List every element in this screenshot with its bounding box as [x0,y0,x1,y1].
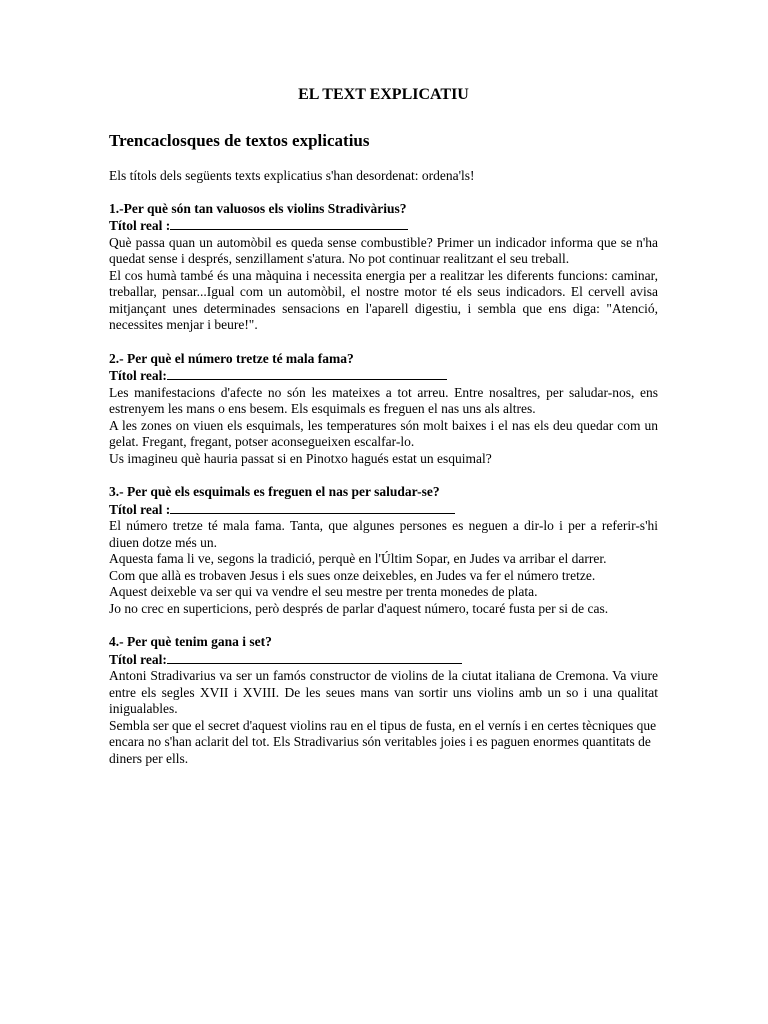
real-title-row [109,651,658,669]
real-title-blank[interactable] [167,367,447,380]
intro-text: Els títols dels següents texts explicatius s'han desordenat: ordena'ls! [109,168,475,183]
real-title-label: Títol real : [109,218,171,233]
real-title-label: Títol real: [109,368,167,383]
section-question: 3.- Per què els esquimals es freguen el nas per saludar-se? [109,484,440,499]
real-title-blank[interactable] [170,501,455,514]
section-paragraph: Aquest deixeble va ser qui va vendre el seu mestre per trenta monedes de plata. [109,584,538,599]
section-paragraph: Us imagineu què hauria passat si en Pinotxo hagués estat un esquimal? [109,450,492,466]
document-subtitle: Trencaclosques de textos explicatius [109,131,370,150]
real-title-row [109,501,658,519]
real-title-blank[interactable] [167,651,462,664]
section-paragraph: El cos humà també és una màquina i necessita energia per a realitzar les diferents funcions: caminar, treballar, pensar...Igual com un automòbil, el nostre motor té els seus indicadors. El cervell avisa mitjançant unes determinades sensacions en l'aparell digestiu, i sembla que ens diga: "Atenció, necessites menjar i beure!". [109,267,658,332]
section-paragraph: A les zones on viuen els esquimals, les temperatures són molt baixes i el nas els deu quedar com un gelat. Fregant, fregant, potser aconsegueixen escalfar-lo. [109,417,658,449]
exercise-section-4 [109,634,658,767]
section-paragraph: Sembla ser que el secret d'aquest violins rau en el tipus de fusta, en el vernís i en certes tècniques que encara no s'han aclarit del tot. Els Stradivarius són veritables joies i es paguen enormes quantitats de diners per ells. [109,717,657,766]
section-question: 4.- Per què tenim gana i set? [109,634,272,649]
section-paragraph: Aquesta fama li ve, segons la tradició, perquè en l'Últim Sopar, en Judes va arribar el darrer. [109,551,607,566]
document-title: EL TEXT EXPLICATIU [298,86,469,103]
real-title-label: Títol real: [109,651,167,667]
exercise-section-2 [109,351,658,468]
exercise-section-3 [109,484,658,617]
section-paragraph: Com que allà es trobaven Jesus i els sues onze deixebles, en Judes va fer el número tretze. [109,567,596,583]
section-paragraph: Què passa quan un automòbil es queda sense combustible? Primer un indicador informa que se n'ha quedat sense i després, senzillament s'atura. No pot continuar realitzant el seu treball. [109,234,658,266]
section-question: 1.-Per què són tan valuosos els violins Stradivàrius? [109,200,407,216]
exercise-section-1 [109,201,658,334]
section-question: 2.- Per què el número tretze té mala fama? [109,350,354,366]
document-page [109,85,658,784]
real-title-blank[interactable] [170,217,408,230]
section-paragraph: El número tretze té mala fama. Tanta, que algunes persones es neguen a dir-lo i per a referir-s'hi diuen dotze més un. [109,518,658,550]
section-paragraph: Jo no crec en superticions, però després de parlar d'aquest número, tocaré fusta per si de cas. [109,600,609,616]
real-title-label: Títol real : [109,501,171,517]
section-paragraph: Antoni Stradivarius va ser un famós constructor de violins de la ciutat italiana de Cremona. Va viure entre els segles XVII i XVIII. De les seues mans van sortir uns violins amb un so i una qualitat inigualables. [109,668,658,716]
real-title-row [109,367,658,385]
real-title-row [109,217,658,235]
section-paragraph: Les manifestacions d'afecte no són les mateixes a tot arreu. Entre nosaltres, per saludar-nos, ens estrenyem les mans o ens besem. Els esquimals es freguen el nas uns als altres. [109,384,658,416]
